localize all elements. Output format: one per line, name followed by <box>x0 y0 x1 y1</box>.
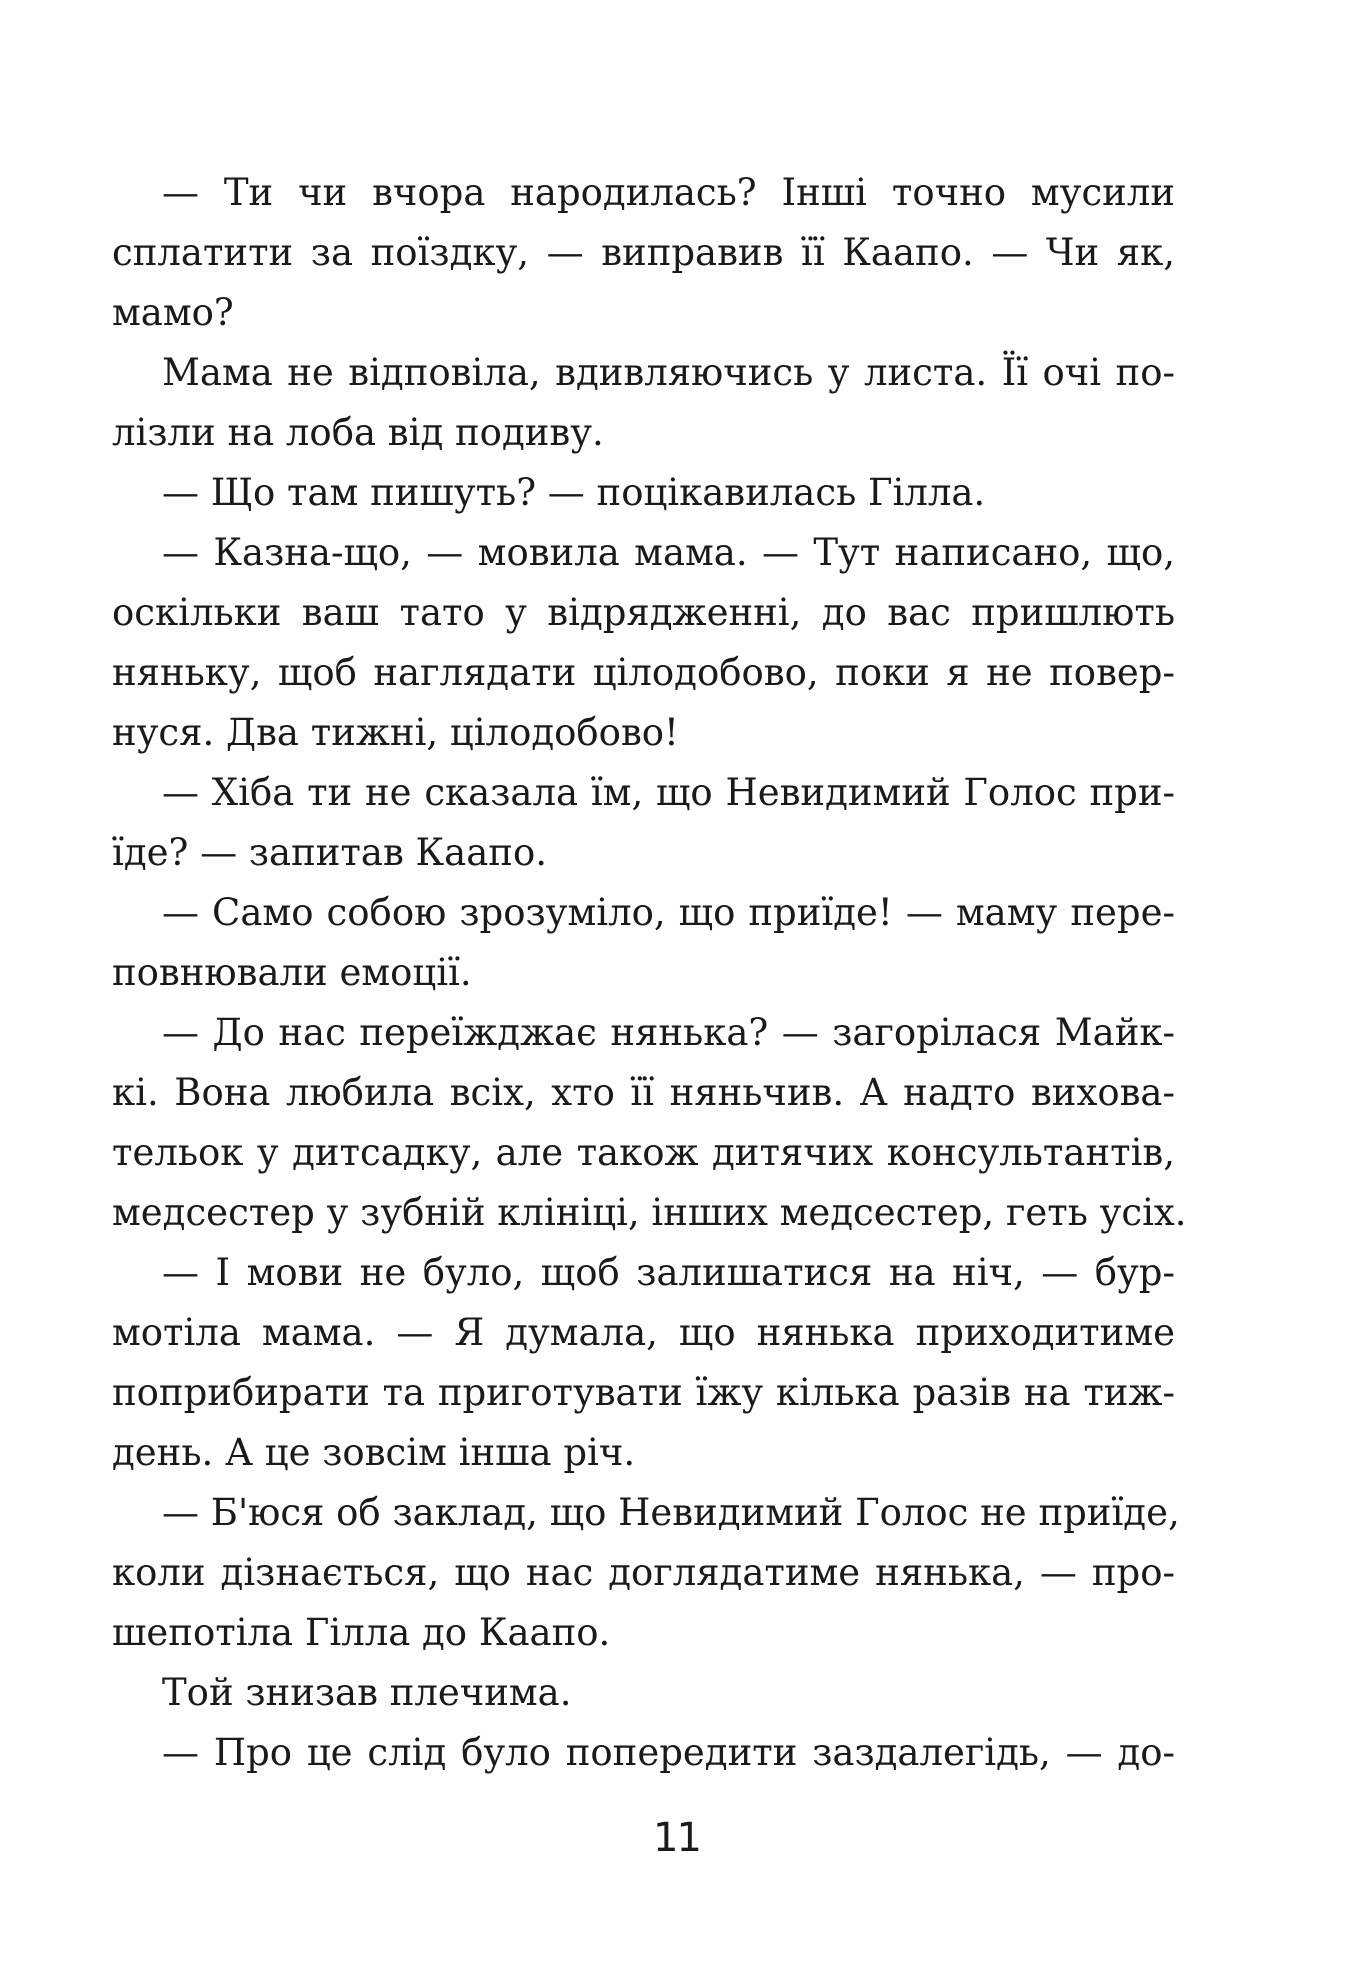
text-line: оскільки ваш тато у відрядженні, до вас пришлють <box>112 591 1175 634</box>
text-line: — Само собою зрозуміло, що приїде! — маму пере- <box>162 891 1175 934</box>
body-text <box>112 163 1187 1783</box>
text-line: — Казна-що, — мовила мама. — Тут написано, що, <box>162 531 1175 574</box>
text-line: — Що там пишуть? — поцікавилась Гілла. <box>162 471 986 514</box>
text-line: поприбирати та приготувати їжу кілька разів на тиж- <box>112 1371 1175 1414</box>
text-line: нуся. Два тижні, цілодобово! <box>112 711 679 754</box>
text-line: — Про це слід було попередити заздалегідь, — до- <box>162 1731 1175 1774</box>
text-line: тельок у дитсадку, але також дитячих консультантів, <box>112 1131 1175 1174</box>
text-line: — Б'юся об заклад, що Невидимий Голос не приїде, <box>162 1491 1180 1534</box>
text-line: кі. Вона любила всіх, хто її няньчив. А надто вихова- <box>112 1071 1175 1114</box>
text-line: лізли на лоба від подиву. <box>112 411 604 454</box>
text-line: — До нас переїжджає нянька? — загорілася Майк- <box>162 1011 1175 1054</box>
text-line: шепотіла Гілла до Каапо. <box>112 1611 611 1654</box>
text-line: — Ти чи вчора народилась? Інші точно мусили <box>162 171 1175 214</box>
text-line: — І мови не було, щоб залишатися на ніч, — бур- <box>162 1251 1175 1294</box>
text-line: їде? — запитав Каапо. <box>112 831 548 874</box>
text-line: Той знизав плечима. <box>162 1671 572 1714</box>
text-line: — Хіба ти не сказала їм, що Невидимий Голос при- <box>162 771 1175 814</box>
text-line: мамо? <box>112 291 234 334</box>
text-line: день. А це зовсім інша річ. <box>112 1431 636 1474</box>
text-line: сплатити за поїздку, — виправив її Каапо. — Чи як, <box>112 231 1175 274</box>
page-number: 11 <box>653 1815 700 1861</box>
text-line: Мама не відповіла, вдивляючись у листа. Її очі по- <box>162 351 1175 394</box>
text-line: мотіла мама. — Я думала, що нянька приходитиме <box>112 1311 1175 1354</box>
text-line: повнювали емоції. <box>112 951 472 994</box>
text-line: медсестер у зубній клініці, інших медсестер, геть усіх. <box>112 1191 1187 1234</box>
text-line: коли дізнається, що нас доглядатиме нянька, — про- <box>112 1551 1175 1594</box>
text-line: няньку, щоб наглядати цілодобово, поки я не повер- <box>112 651 1175 694</box>
